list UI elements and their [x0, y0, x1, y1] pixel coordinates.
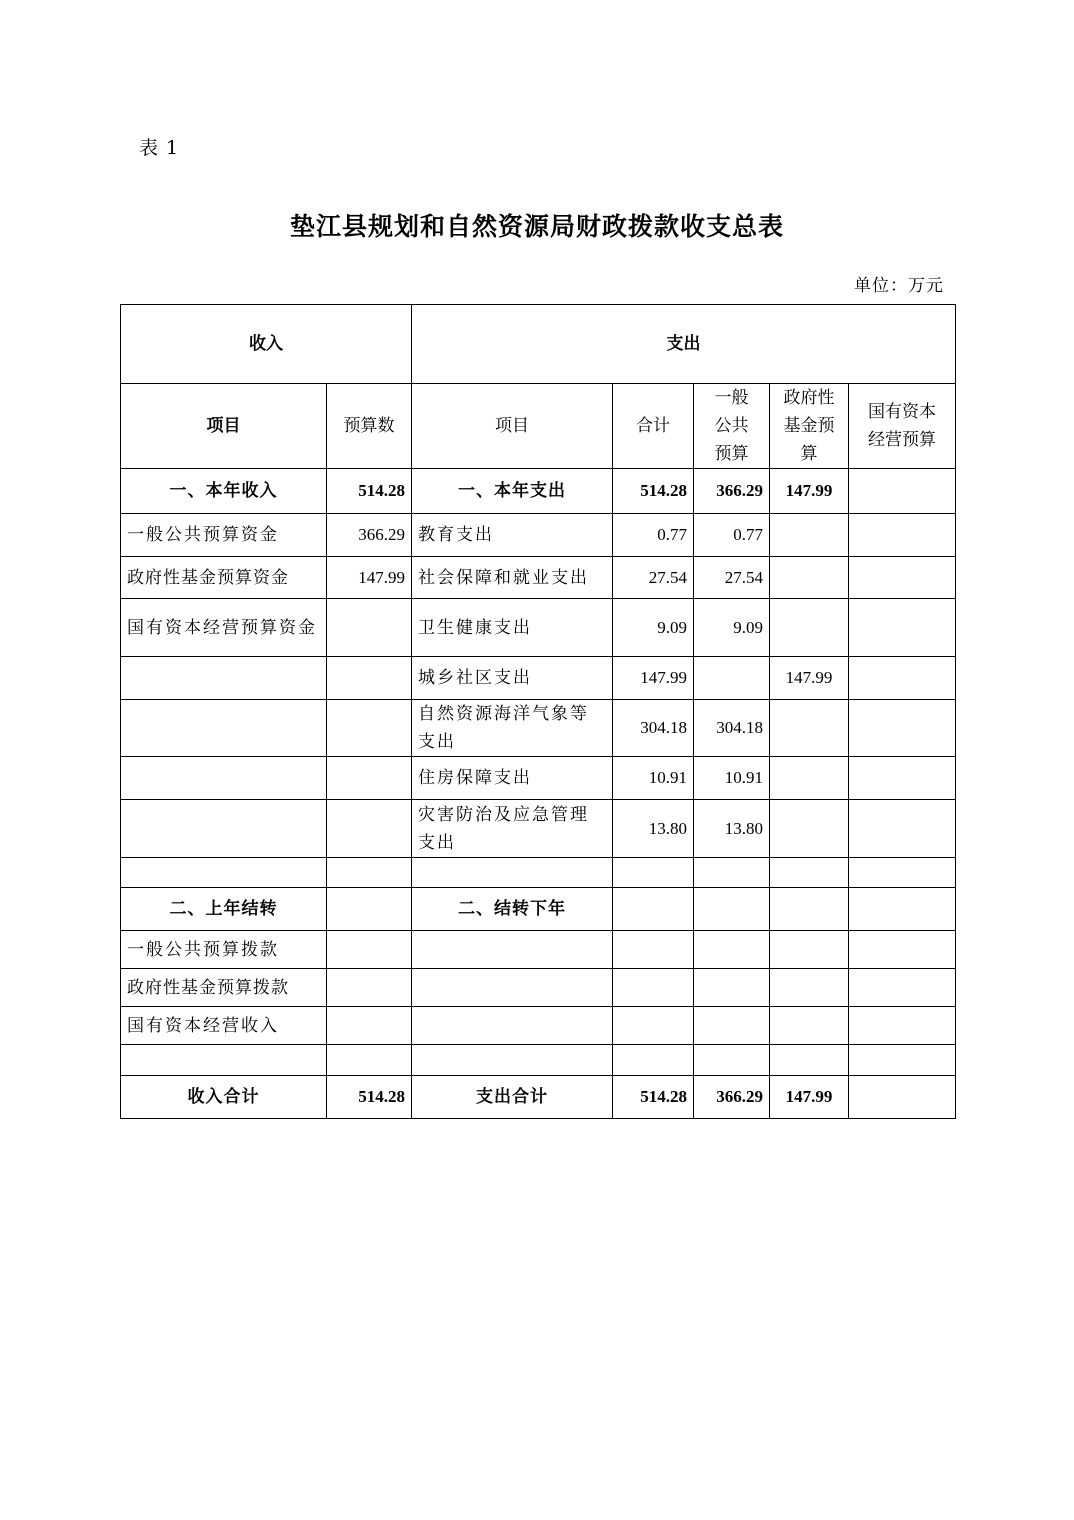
state-capital-cell: [849, 1045, 956, 1076]
total-cell: 304.18: [613, 700, 694, 757]
fund-cell: 147.99: [770, 657, 849, 700]
general-cell: 27.54: [694, 557, 770, 599]
state-capital-cell: [849, 931, 956, 969]
expense-item-cell: [412, 1045, 613, 1076]
total-cell: [613, 1045, 694, 1076]
expense-item-cell: [412, 858, 613, 888]
fund-cell: [770, 757, 849, 800]
state-capital-cell: [849, 888, 956, 931]
income-item-cell: 国有资本经营收入: [121, 1007, 327, 1045]
fund-cell: [770, 969, 849, 1007]
fund-cell: [770, 599, 849, 657]
col-header-income-budget: 预算数: [327, 384, 412, 469]
income-item-cell: 政府性基金预算拨款: [121, 969, 327, 1007]
state-capital-cell: [849, 599, 956, 657]
state-capital-total-value: [849, 1076, 956, 1119]
expense-item-cell: [412, 1007, 613, 1045]
general-cell: 304.18: [694, 700, 770, 757]
income-header: 收入: [121, 305, 412, 384]
income-total-label: 收入合计: [121, 1076, 327, 1119]
col-header-state-capital: 国有资本经营预算: [849, 384, 956, 469]
state-capital-cell: [849, 700, 956, 757]
state-capital-cell: [849, 657, 956, 700]
total-cell: 514.28: [613, 469, 694, 514]
header-row-top: [121, 305, 956, 384]
total-cell: 10.91: [613, 757, 694, 800]
total-cell: 147.99: [613, 657, 694, 700]
expense-item-cell: [412, 969, 613, 1007]
expense-item-cell: 卫生健康支出: [412, 599, 613, 657]
expense-total-label: 支出合计: [412, 1076, 613, 1119]
income-item-cell: [121, 657, 327, 700]
fund-cell: [770, 858, 849, 888]
expense-item-cell: [412, 931, 613, 969]
general-cell: [694, 931, 770, 969]
income-item-cell: 政府性基金预算资金: [121, 557, 327, 599]
expense-item-cell: 社会保障和就业支出: [412, 557, 613, 599]
expense-item-cell: 灾害防治及应急管理支出: [412, 800, 613, 858]
expense-item-cell: 城乡社区支出: [412, 657, 613, 700]
table-row: [121, 657, 956, 700]
income-item-cell: 二、上年结转: [121, 888, 327, 931]
general-cell: [694, 1045, 770, 1076]
income-total-value: 514.28: [327, 1076, 412, 1119]
total-cell: 27.54: [613, 557, 694, 599]
state-capital-cell: [849, 969, 956, 1007]
total-cell: [613, 1007, 694, 1045]
budget-summary-table: [120, 304, 956, 1119]
col-header-total: 合计: [613, 384, 694, 469]
fund-cell: [770, 514, 849, 557]
income-budget-cell: [327, 1007, 412, 1045]
state-capital-cell: [849, 514, 956, 557]
state-capital-cell: [849, 557, 956, 599]
table-row: [121, 514, 956, 557]
general-cell: [694, 858, 770, 888]
state-capital-cell: [849, 1007, 956, 1045]
income-item-cell: 一般公共预算资金: [121, 514, 327, 557]
fund-cell: [770, 700, 849, 757]
income-budget-cell: 366.29: [327, 514, 412, 557]
total-cell: 0.77: [613, 514, 694, 557]
general-cell: [694, 969, 770, 1007]
col-header-expense-item: 项目: [412, 384, 613, 469]
income-budget-cell: [327, 931, 412, 969]
general-cell: 0.77: [694, 514, 770, 557]
income-item-cell: [121, 800, 327, 858]
income-item-cell: [121, 700, 327, 757]
fund-total-value: 147.99: [770, 1076, 849, 1119]
income-budget-cell: [327, 858, 412, 888]
total-cell: [613, 969, 694, 1007]
total-cell: 13.80: [613, 800, 694, 858]
table-row: [121, 599, 956, 657]
table-row: [121, 1045, 956, 1076]
table-row: [121, 469, 956, 514]
general-cell: [694, 657, 770, 700]
expense-item-cell: 一、本年支出: [412, 469, 613, 514]
general-cell: 366.29: [694, 469, 770, 514]
fund-cell: [770, 888, 849, 931]
general-cell: 10.91: [694, 757, 770, 800]
table-row: [121, 1007, 956, 1045]
income-budget-cell: [327, 657, 412, 700]
table-row: [121, 557, 956, 599]
state-capital-cell: [849, 858, 956, 888]
expense-header: 支出: [412, 305, 956, 384]
table-row: [121, 969, 956, 1007]
total-cell: [613, 931, 694, 969]
table-row: [121, 888, 956, 931]
totals-row: [121, 1076, 956, 1119]
expense-item-cell: 二、结转下年: [412, 888, 613, 931]
general-total-value: 366.29: [694, 1076, 770, 1119]
total-cell: [613, 858, 694, 888]
income-budget-cell: 514.28: [327, 469, 412, 514]
col-header-income-item: 项目: [121, 384, 327, 469]
income-budget-cell: [327, 888, 412, 931]
table-row: [121, 757, 956, 800]
general-cell: [694, 888, 770, 931]
table-row: [121, 931, 956, 969]
income-budget-cell: [327, 700, 412, 757]
fund-cell: [770, 1045, 849, 1076]
table-row: [121, 800, 956, 858]
total-cell: 9.09: [613, 599, 694, 657]
state-capital-cell: [849, 757, 956, 800]
fund-cell: [770, 1007, 849, 1045]
state-capital-cell: [849, 800, 956, 858]
state-capital-cell: [849, 469, 956, 514]
table-label: 表 1: [139, 137, 180, 159]
fund-cell: 147.99: [770, 469, 849, 514]
general-cell: 9.09: [694, 599, 770, 657]
expense-item-cell: 住房保障支出: [412, 757, 613, 800]
income-budget-cell: [327, 757, 412, 800]
income-budget-cell: [327, 1045, 412, 1076]
income-budget-cell: [327, 969, 412, 1007]
fund-cell: [770, 800, 849, 858]
income-budget-cell: [327, 599, 412, 657]
document-title: 垫江县规划和自然资源局财政拨款收支总表: [289, 212, 784, 241]
table-row: [121, 700, 956, 757]
income-item-cell: [121, 757, 327, 800]
income-item-cell: 国有资本经营预算资金: [121, 599, 327, 657]
income-budget-cell: [327, 800, 412, 858]
income-item-cell: [121, 858, 327, 888]
expense-item-cell: 教育支出: [412, 514, 613, 557]
general-cell: [694, 1007, 770, 1045]
fund-cell: [770, 557, 849, 599]
header-row-columns: [121, 384, 956, 469]
col-header-fund: 政府性基金预算: [770, 384, 849, 469]
table-row: [121, 858, 956, 888]
income-item-cell: [121, 1045, 327, 1076]
income-budget-cell: 147.99: [327, 557, 412, 599]
total-cell: [613, 888, 694, 931]
col-header-general: 一般公共预算: [694, 384, 770, 469]
income-item-cell: 一、本年收入: [121, 469, 327, 514]
expense-total-value: 514.28: [613, 1076, 694, 1119]
unit-note: 单位：万元: [854, 276, 944, 296]
fund-cell: [770, 931, 849, 969]
income-item-cell: 一般公共预算拨款: [121, 931, 327, 969]
expense-item-cell: 自然资源海洋气象等支出: [412, 700, 613, 757]
general-cell: 13.80: [694, 800, 770, 858]
